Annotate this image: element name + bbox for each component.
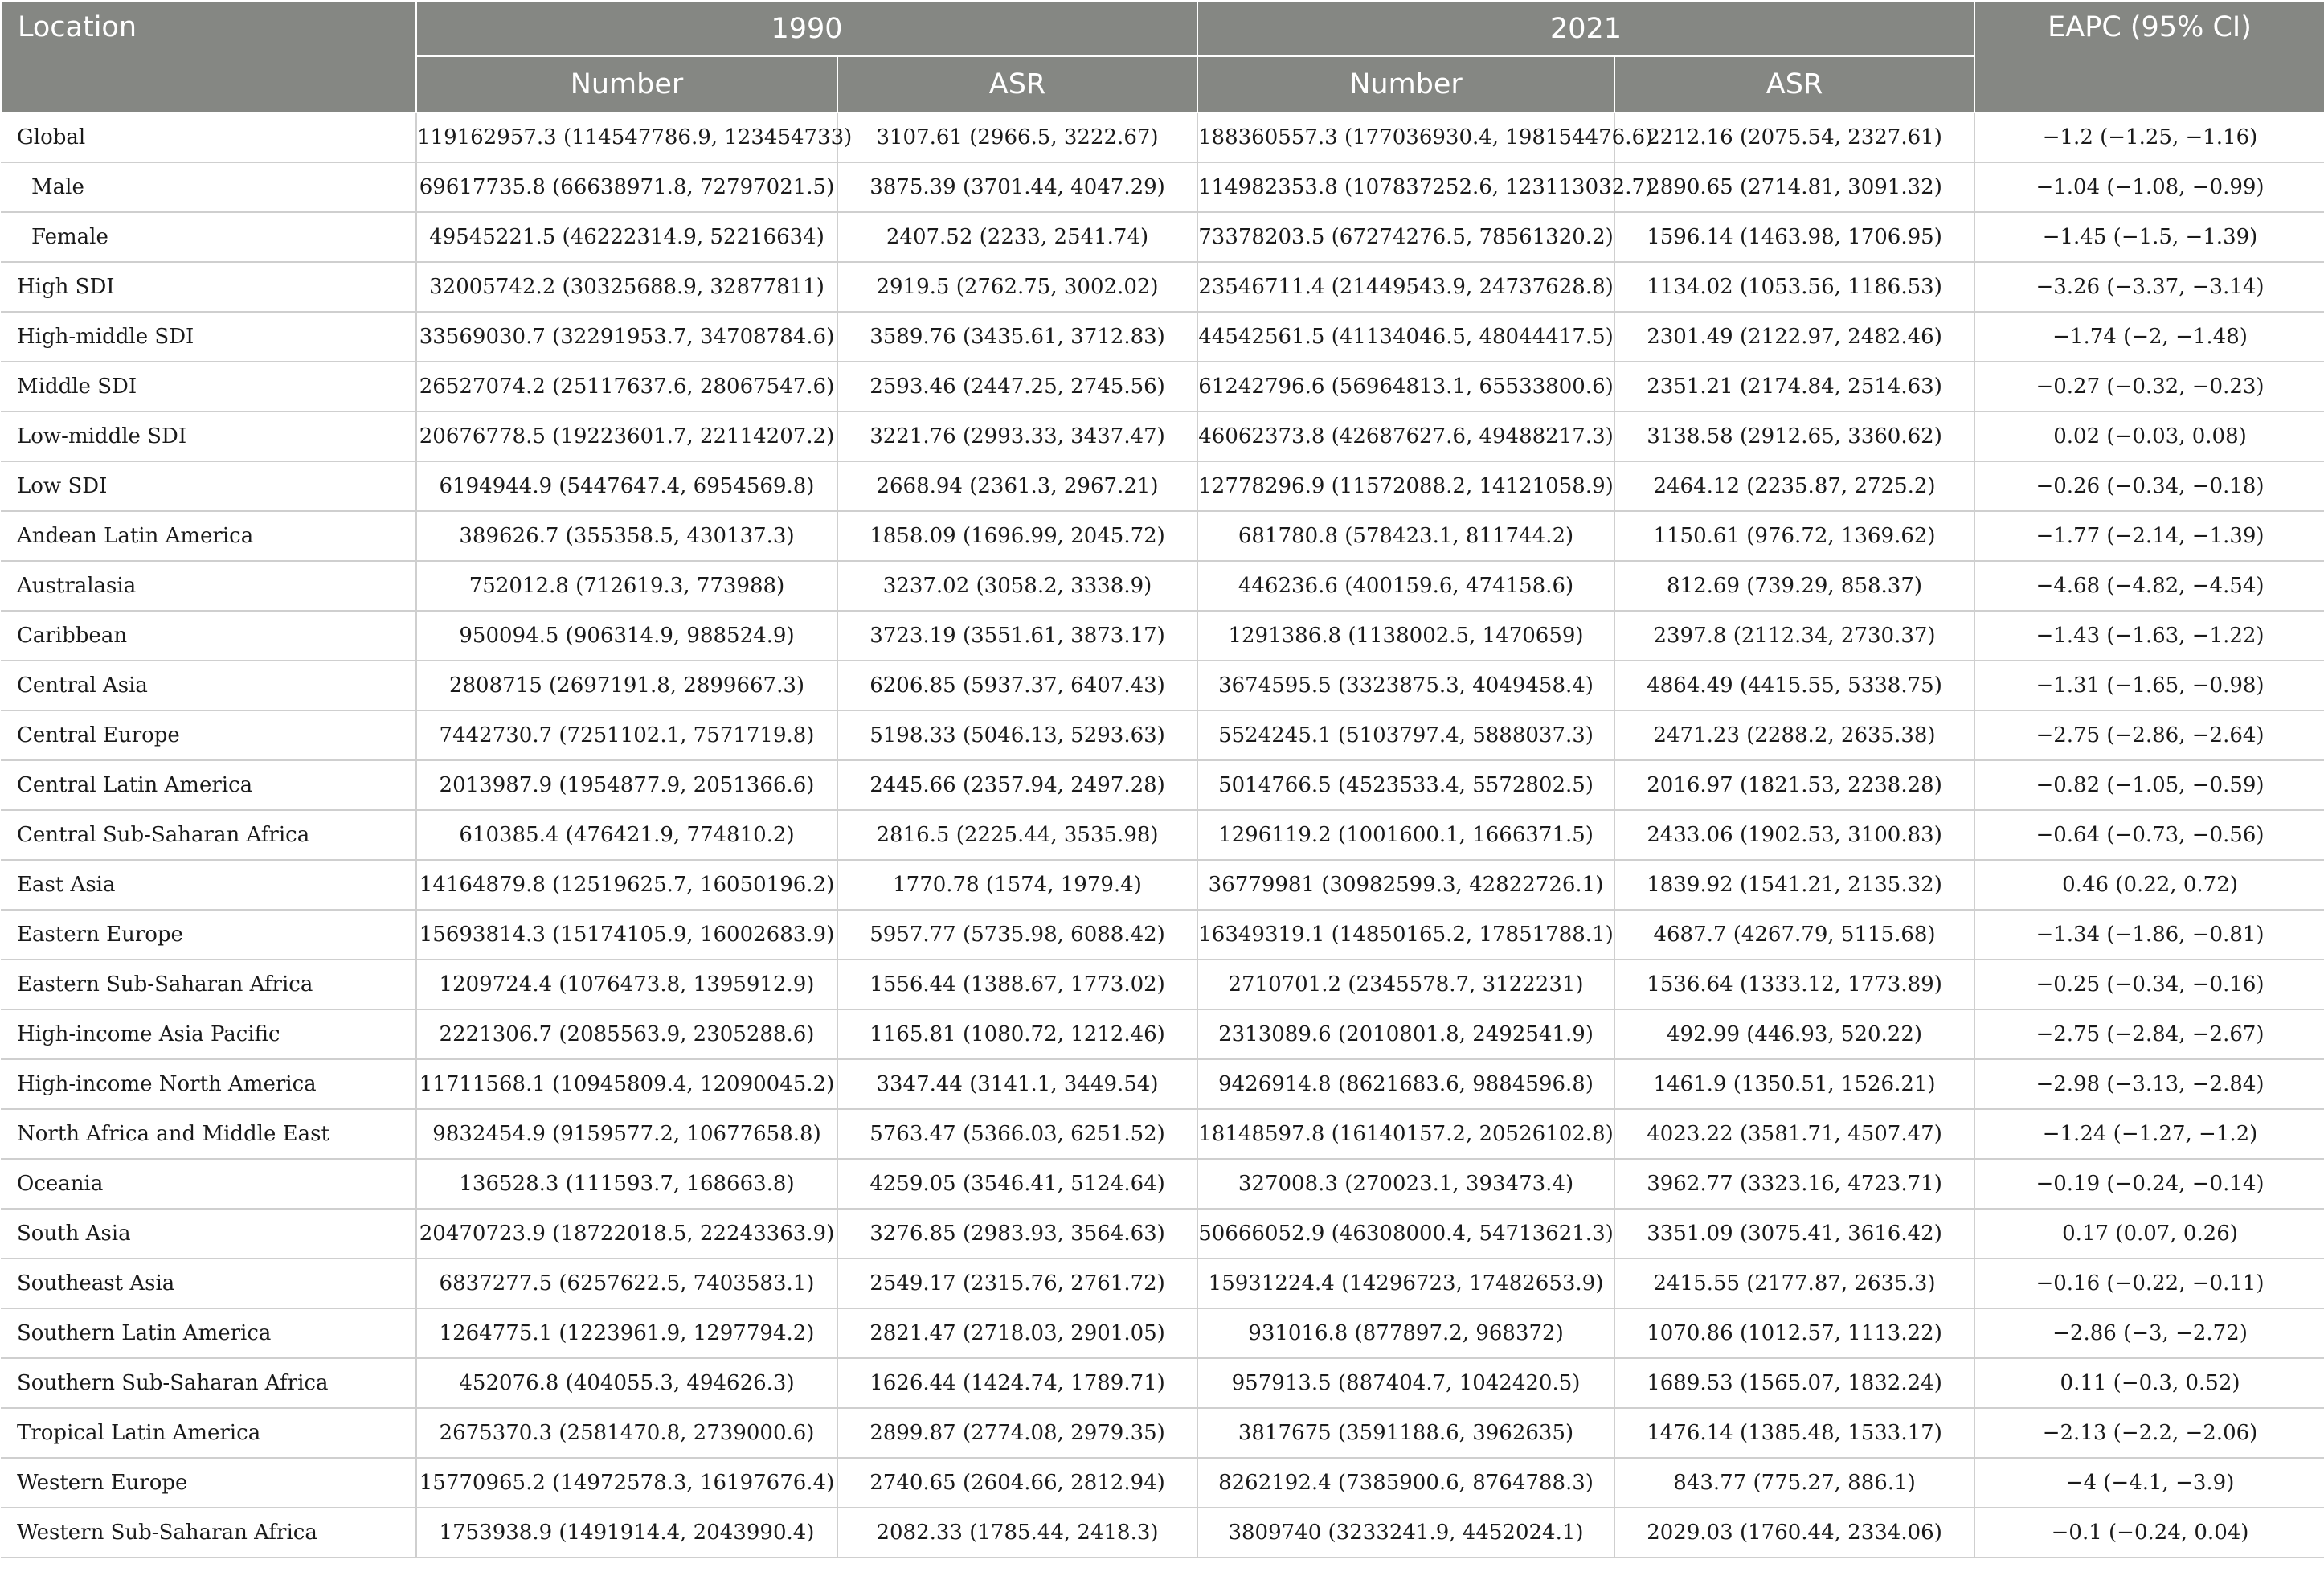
number-2021-cell: 8262192.4 (7385900.6, 8764788.3)	[1197, 1458, 1614, 1508]
location-cell: Australasia	[1, 561, 416, 611]
eapc-cell: −1.2 (−1.25, −1.16)	[1974, 113, 2324, 162]
asr-1990-cell: 2082.33 (1785.44, 2418.3)	[837, 1508, 1197, 1558]
asr-1990-cell: 1858.09 (1696.99, 2045.72)	[837, 511, 1197, 561]
asr-1990-cell: 2445.66 (2357.94, 2497.28)	[837, 760, 1197, 810]
eapc-cell: −1.43 (−1.63, −1.22)	[1974, 611, 2324, 661]
asr-2021-cell: 812.69 (739.29, 858.37)	[1614, 561, 1974, 611]
table-row	[1, 1358, 2324, 1408]
table-row	[1, 162, 2324, 212]
number-1990-cell: 136528.3 (111593.7, 168663.8)	[416, 1159, 837, 1209]
table-body	[1, 113, 2324, 1558]
asr-1990-cell: 2899.87 (2774.08, 2979.35)	[837, 1408, 1197, 1458]
asr-2021-cell: 2433.06 (1902.53, 3100.83)	[1614, 810, 1974, 860]
asr-2021-cell: 3351.09 (3075.41, 3616.42)	[1614, 1209, 1974, 1259]
number-2021-cell: 12778296.9 (11572088.2, 14121058.9)	[1197, 461, 1614, 511]
header-year-1990: 1990	[416, 1, 1197, 56]
number-1990-cell: 9832454.9 (9159577.2, 10677658.8)	[416, 1109, 837, 1159]
header-number-1990: Number	[416, 56, 837, 113]
number-1990-cell: 33569030.7 (32291953.7, 34708784.6)	[416, 312, 837, 362]
asr-1990-cell: 2668.94 (2361.3, 2967.21)	[837, 461, 1197, 511]
location-cell: Central Europe	[1, 710, 416, 760]
number-2021-cell: 44542561.5 (41134046.5, 48044417.5)	[1197, 312, 1614, 362]
table-row	[1, 1458, 2324, 1508]
number-1990-cell: 2221306.7 (2085563.9, 2305288.6)	[416, 1009, 837, 1059]
number-1990-cell: 452076.8 (404055.3, 494626.3)	[416, 1358, 837, 1408]
asr-1990-cell: 3875.39 (3701.44, 4047.29)	[837, 162, 1197, 212]
asr-1990-cell: 2407.52 (2233, 2541.74)	[837, 212, 1197, 262]
number-2021-cell: 3674595.5 (3323875.3, 4049458.4)	[1197, 661, 1614, 710]
number-2021-cell: 114982353.8 (107837252.6, 123113032.7)	[1197, 162, 1614, 212]
table-row	[1, 1408, 2324, 1458]
number-2021-cell: 2710701.2 (2345578.7, 3122231)	[1197, 960, 1614, 1009]
number-1990-cell: 69617735.8 (66638971.8, 72797021.5)	[416, 162, 837, 212]
eapc-cell: −0.82 (−1.05, −0.59)	[1974, 760, 2324, 810]
asr-2021-cell: 1476.14 (1385.48, 1533.17)	[1614, 1408, 1974, 1458]
table-row	[1, 860, 2324, 910]
location-cell: South Asia	[1, 1209, 416, 1259]
asr-1990-cell: 2816.5 (2225.44, 3535.98)	[837, 810, 1197, 860]
asr-2021-cell: 1150.61 (976.72, 1369.62)	[1614, 511, 1974, 561]
location-cell: Oceania	[1, 1159, 416, 1209]
asr-2021-cell: 4864.49 (4415.55, 5338.75)	[1614, 661, 1974, 710]
location-cell: Eastern Sub-Saharan Africa	[1, 960, 416, 1009]
location-cell: Male	[1, 162, 416, 212]
location-cell: Central Latin America	[1, 760, 416, 810]
asr-2021-cell: 2471.23 (2288.2, 2635.38)	[1614, 710, 1974, 760]
asr-1990-cell: 1770.78 (1574, 1979.4)	[837, 860, 1197, 910]
header-number-2021: Number	[1197, 56, 1614, 113]
number-1990-cell: 119162957.3 (114547786.9, 123454733)	[416, 113, 837, 162]
asr-2021-cell: 2464.12 (2235.87, 2725.2)	[1614, 461, 1974, 511]
asr-1990-cell: 1626.44 (1424.74, 1789.71)	[837, 1358, 1197, 1408]
asr-2021-cell: 3138.58 (2912.65, 3360.62)	[1614, 411, 1974, 461]
eapc-cell: −1.45 (−1.5, −1.39)	[1974, 212, 2324, 262]
asr-2021-cell: 2890.65 (2714.81, 3091.32)	[1614, 162, 1974, 212]
number-1990-cell: 2675370.3 (2581470.8, 2739000.6)	[416, 1408, 837, 1458]
asr-1990-cell: 2919.5 (2762.75, 3002.02)	[837, 262, 1197, 312]
asr-2021-cell: 4687.7 (4267.79, 5115.68)	[1614, 910, 1974, 960]
table-row	[1, 461, 2324, 511]
table-row	[1, 1259, 2324, 1308]
number-2021-cell: 446236.6 (400159.6, 474158.6)	[1197, 561, 1614, 611]
table-row	[1, 1308, 2324, 1358]
asr-1990-cell: 2593.46 (2447.25, 2745.56)	[837, 362, 1197, 411]
number-1990-cell: 15770965.2 (14972578.3, 16197676.4)	[416, 1458, 837, 1508]
number-1990-cell: 49545221.5 (46222314.9, 52216634)	[416, 212, 837, 262]
number-2021-cell: 18148597.8 (16140157.2, 20526102.8)	[1197, 1109, 1614, 1159]
table-row	[1, 511, 2324, 561]
asr-1990-cell: 1556.44 (1388.67, 1773.02)	[837, 960, 1197, 1009]
number-2021-cell: 5524245.1 (5103797.4, 5888037.3)	[1197, 710, 1614, 760]
header-location: Location	[1, 1, 416, 113]
asr-2021-cell: 2016.97 (1821.53, 2238.28)	[1614, 760, 1974, 810]
eapc-cell: −2.75 (−2.84, −2.67)	[1974, 1009, 2324, 1059]
number-1990-cell: 32005742.2 (30325688.9, 32877811)	[416, 262, 837, 312]
eapc-cell: −1.77 (−2.14, −1.39)	[1974, 511, 2324, 561]
number-2021-cell: 2313089.6 (2010801.8, 2492541.9)	[1197, 1009, 1614, 1059]
table-row	[1, 561, 2324, 611]
eapc-cell: −2.13 (−2.2, −2.06)	[1974, 1408, 2324, 1458]
table-row	[1, 661, 2324, 710]
table-row	[1, 411, 2324, 461]
number-1990-cell: 1264775.1 (1223961.9, 1297794.2)	[416, 1308, 837, 1358]
number-1990-cell: 11711568.1 (10945809.4, 12090045.2)	[416, 1059, 837, 1109]
asr-1990-cell: 2549.17 (2315.76, 2761.72)	[837, 1259, 1197, 1308]
asr-1990-cell: 5763.47 (5366.03, 6251.52)	[837, 1109, 1197, 1159]
table-row	[1, 212, 2324, 262]
asr-1990-cell: 3221.76 (2993.33, 3437.47)	[837, 411, 1197, 461]
number-1990-cell: 1209724.4 (1076473.8, 1395912.9)	[416, 960, 837, 1009]
location-cell: North Africa and Middle East	[1, 1109, 416, 1159]
asr-2021-cell: 1689.53 (1565.07, 1832.24)	[1614, 1358, 1974, 1408]
table-row	[1, 760, 2324, 810]
number-1990-cell: 2808715 (2697191.8, 2899667.3)	[416, 661, 837, 710]
location-cell: Low-middle SDI	[1, 411, 416, 461]
location-cell: Western Sub-Saharan Africa	[1, 1508, 416, 1558]
table-row	[1, 1059, 2324, 1109]
asr-2021-cell: 2351.21 (2174.84, 2514.63)	[1614, 362, 1974, 411]
number-2021-cell: 327008.3 (270023.1, 393473.4)	[1197, 1159, 1614, 1209]
asr-1990-cell: 3276.85 (2983.93, 3564.63)	[837, 1209, 1197, 1259]
table-row	[1, 710, 2324, 760]
asr-1990-cell: 3237.02 (3058.2, 3338.9)	[837, 561, 1197, 611]
eapc-cell: −0.25 (−0.34, −0.16)	[1974, 960, 2324, 1009]
asr-2021-cell: 1461.9 (1350.51, 1526.21)	[1614, 1059, 1974, 1109]
number-2021-cell: 23546711.4 (21449543.9, 24737628.8)	[1197, 262, 1614, 312]
eapc-cell: 0.46 (0.22, 0.72)	[1974, 860, 2324, 910]
number-1990-cell: 950094.5 (906314.9, 988524.9)	[416, 611, 837, 661]
asr-1990-cell: 3723.19 (3551.61, 3873.17)	[837, 611, 1197, 661]
number-1990-cell: 2013987.9 (1954877.9, 2051366.6)	[416, 760, 837, 810]
number-2021-cell: 61242796.6 (56964813.1, 65533800.6)	[1197, 362, 1614, 411]
location-cell: Southeast Asia	[1, 1259, 416, 1308]
asr-2021-cell: 2301.49 (2122.97, 2482.46)	[1614, 312, 1974, 362]
asr-2021-cell: 843.77 (775.27, 886.1)	[1614, 1458, 1974, 1508]
location-cell: Central Sub-Saharan Africa	[1, 810, 416, 860]
asr-1990-cell: 2740.65 (2604.66, 2812.94)	[837, 1458, 1197, 1508]
eapc-cell: −2.98 (−3.13, −2.84)	[1974, 1059, 2324, 1109]
location-cell: Middle SDI	[1, 362, 416, 411]
eapc-cell: −2.86 (−3, −2.72)	[1974, 1308, 2324, 1358]
asr-1990-cell: 2821.47 (2718.03, 2901.05)	[837, 1308, 1197, 1358]
asr-2021-cell: 1839.92 (1541.21, 2135.32)	[1614, 860, 1974, 910]
asr-2021-cell: 2212.16 (2075.54, 2327.61)	[1614, 113, 1974, 162]
number-2021-cell: 1296119.2 (1001600.1, 1666371.5)	[1197, 810, 1614, 860]
eapc-cell: 0.11 (−0.3, 0.52)	[1974, 1358, 2324, 1408]
eapc-cell: −0.64 (−0.73, −0.56)	[1974, 810, 2324, 860]
location-cell: East Asia	[1, 860, 416, 910]
number-1990-cell: 389626.7 (355358.5, 430137.3)	[416, 511, 837, 561]
asr-1990-cell: 6206.85 (5937.37, 6407.43)	[837, 661, 1197, 710]
location-cell: High-middle SDI	[1, 312, 416, 362]
number-1990-cell: 26527074.2 (25117637.6, 28067547.6)	[416, 362, 837, 411]
number-2021-cell: 5014766.5 (4523533.4, 5572802.5)	[1197, 760, 1614, 810]
number-2021-cell: 681780.8 (578423.1, 811744.2)	[1197, 511, 1614, 561]
asr-1990-cell: 1165.81 (1080.72, 1212.46)	[837, 1009, 1197, 1059]
eapc-cell: −4.68 (−4.82, −4.54)	[1974, 561, 2324, 611]
asr-1990-cell: 3347.44 (3141.1, 3449.54)	[837, 1059, 1197, 1109]
number-1990-cell: 20676778.5 (19223601.7, 22114207.2)	[416, 411, 837, 461]
asr-2021-cell: 3962.77 (3323.16, 4723.71)	[1614, 1159, 1974, 1209]
header-asr-1990: ASR	[837, 56, 1197, 113]
location-cell: Southern Latin America	[1, 1308, 416, 1358]
table-row	[1, 1508, 2324, 1558]
location-cell: Low SDI	[1, 461, 416, 511]
number-1990-cell: 610385.4 (476421.9, 774810.2)	[416, 810, 837, 860]
eapc-cell: −2.75 (−2.86, −2.64)	[1974, 710, 2324, 760]
eapc-cell: −0.16 (−0.22, −0.11)	[1974, 1259, 2324, 1308]
table-header	[1, 1, 2324, 113]
number-2021-cell: 3817675 (3591188.6, 3962635)	[1197, 1408, 1614, 1458]
location-cell: Global	[1, 113, 416, 162]
table-row	[1, 960, 2324, 1009]
location-cell: Western Europe	[1, 1458, 416, 1508]
table-row	[1, 1159, 2324, 1209]
eapc-cell: −1.31 (−1.65, −0.98)	[1974, 661, 2324, 710]
eapc-cell: −1.04 (−1.08, −0.99)	[1974, 162, 2324, 212]
number-1990-cell: 1753938.9 (1491914.4, 2043990.4)	[416, 1508, 837, 1558]
location-cell: Eastern Europe	[1, 910, 416, 960]
number-2021-cell: 1291386.8 (1138002.5, 1470659)	[1197, 611, 1614, 661]
number-2021-cell: 9426914.8 (8621683.6, 9884596.8)	[1197, 1059, 1614, 1109]
eapc-cell: −0.26 (−0.34, −0.18)	[1974, 461, 2324, 511]
header-eapc: EAPC (95% CI)	[1974, 1, 2324, 113]
asr-1990-cell: 3589.76 (3435.61, 3712.83)	[837, 312, 1197, 362]
table-row	[1, 1109, 2324, 1159]
eapc-cell: −0.19 (−0.24, −0.14)	[1974, 1159, 2324, 1209]
asr-1990-cell: 5198.33 (5046.13, 5293.63)	[837, 710, 1197, 760]
header-asr-2021: ASR	[1614, 56, 1974, 113]
table-row	[1, 1209, 2324, 1259]
asr-2021-cell: 2029.03 (1760.44, 2334.06)	[1614, 1508, 1974, 1558]
asr-2021-cell: 492.99 (446.93, 520.22)	[1614, 1009, 1974, 1059]
asr-1990-cell: 4259.05 (3546.41, 5124.64)	[837, 1159, 1197, 1209]
eapc-cell: −1.24 (−1.27, −1.2)	[1974, 1109, 2324, 1159]
location-cell: High SDI	[1, 262, 416, 312]
number-2021-cell: 15931224.4 (14296723, 17482653.9)	[1197, 1259, 1614, 1308]
number-1990-cell: 7442730.7 (7251102.1, 7571719.8)	[416, 710, 837, 760]
eapc-cell: 0.17 (0.07, 0.26)	[1974, 1209, 2324, 1259]
table-row	[1, 910, 2324, 960]
location-cell: Central Asia	[1, 661, 416, 710]
number-1990-cell: 14164879.8 (12519625.7, 16050196.2)	[416, 860, 837, 910]
eapc-cell: 0.02 (−0.03, 0.08)	[1974, 411, 2324, 461]
number-1990-cell: 15693814.3 (15174105.9, 16002683.9)	[416, 910, 837, 960]
asr-2021-cell: 1134.02 (1053.56, 1186.53)	[1614, 262, 1974, 312]
table-row	[1, 810, 2324, 860]
header-year-2021: 2021	[1197, 1, 1974, 56]
location-cell: Caribbean	[1, 611, 416, 661]
eapc-cell: −0.27 (−0.32, −0.23)	[1974, 362, 2324, 411]
number-2021-cell: 50666052.9 (46308000.4, 54713621.3)	[1197, 1209, 1614, 1259]
number-1990-cell: 6194944.9 (5447647.4, 6954569.8)	[416, 461, 837, 511]
number-2021-cell: 3809740 (3233241.9, 4452024.1)	[1197, 1508, 1614, 1558]
location-cell: Andean Latin America	[1, 511, 416, 561]
eapc-cell: −1.74 (−2, −1.48)	[1974, 312, 2324, 362]
number-1990-cell: 20470723.9 (18722018.5, 22243363.9)	[416, 1209, 837, 1259]
asr-1990-cell: 3107.61 (2966.5, 3222.67)	[837, 113, 1197, 162]
location-cell: Female	[1, 212, 416, 262]
number-2021-cell: 188360557.3 (177036930.4, 198154476.6)	[1197, 113, 1614, 162]
location-cell: High-income North America	[1, 1059, 416, 1109]
table-row	[1, 362, 2324, 411]
number-2021-cell: 957913.5 (887404.7, 1042420.5)	[1197, 1358, 1614, 1408]
table-row	[1, 1009, 2324, 1059]
asr-2021-cell: 2415.55 (2177.87, 2635.3)	[1614, 1259, 1974, 1308]
number-1990-cell: 752012.8 (712619.3, 773988)	[416, 561, 837, 611]
asr-2021-cell: 1536.64 (1333.12, 1773.89)	[1614, 960, 1974, 1009]
asr-2021-cell: 1596.14 (1463.98, 1706.95)	[1614, 212, 1974, 262]
asr-2021-cell: 2397.8 (2112.34, 2730.37)	[1614, 611, 1974, 661]
number-2021-cell: 46062373.8 (42687627.6, 49488217.3)	[1197, 411, 1614, 461]
eapc-cell: −3.26 (−3.37, −3.14)	[1974, 262, 2324, 312]
location-cell: Southern Sub-Saharan Africa	[1, 1358, 416, 1408]
location-cell: High-income Asia Pacific	[1, 1009, 416, 1059]
asr-2021-cell: 1070.86 (1012.57, 1113.22)	[1614, 1308, 1974, 1358]
number-2021-cell: 73378203.5 (67274276.5, 78561320.2)	[1197, 212, 1614, 262]
number-2021-cell: 16349319.1 (14850165.2, 17851788.1)	[1197, 910, 1614, 960]
eapc-cell: −4 (−4.1, −3.9)	[1974, 1458, 2324, 1508]
eapc-cell: −0.1 (−0.24, 0.04)	[1974, 1508, 2324, 1558]
table-row	[1, 262, 2324, 312]
location-cell: Tropical Latin America	[1, 1408, 416, 1458]
table-row	[1, 611, 2324, 661]
number-2021-cell: 36779981 (30982599.3, 42822726.1)	[1197, 860, 1614, 910]
number-2021-cell: 931016.8 (877897.2, 968372)	[1197, 1308, 1614, 1358]
eapc-cell: −1.34 (−1.86, −0.81)	[1974, 910, 2324, 960]
asr-2021-cell: 4023.22 (3581.71, 4507.47)	[1614, 1109, 1974, 1159]
table-row	[1, 113, 2324, 162]
asr-1990-cell: 5957.77 (5735.98, 6088.42)	[837, 910, 1197, 960]
number-1990-cell: 6837277.5 (6257622.5, 7403583.1)	[416, 1259, 837, 1308]
table-row	[1, 312, 2324, 362]
